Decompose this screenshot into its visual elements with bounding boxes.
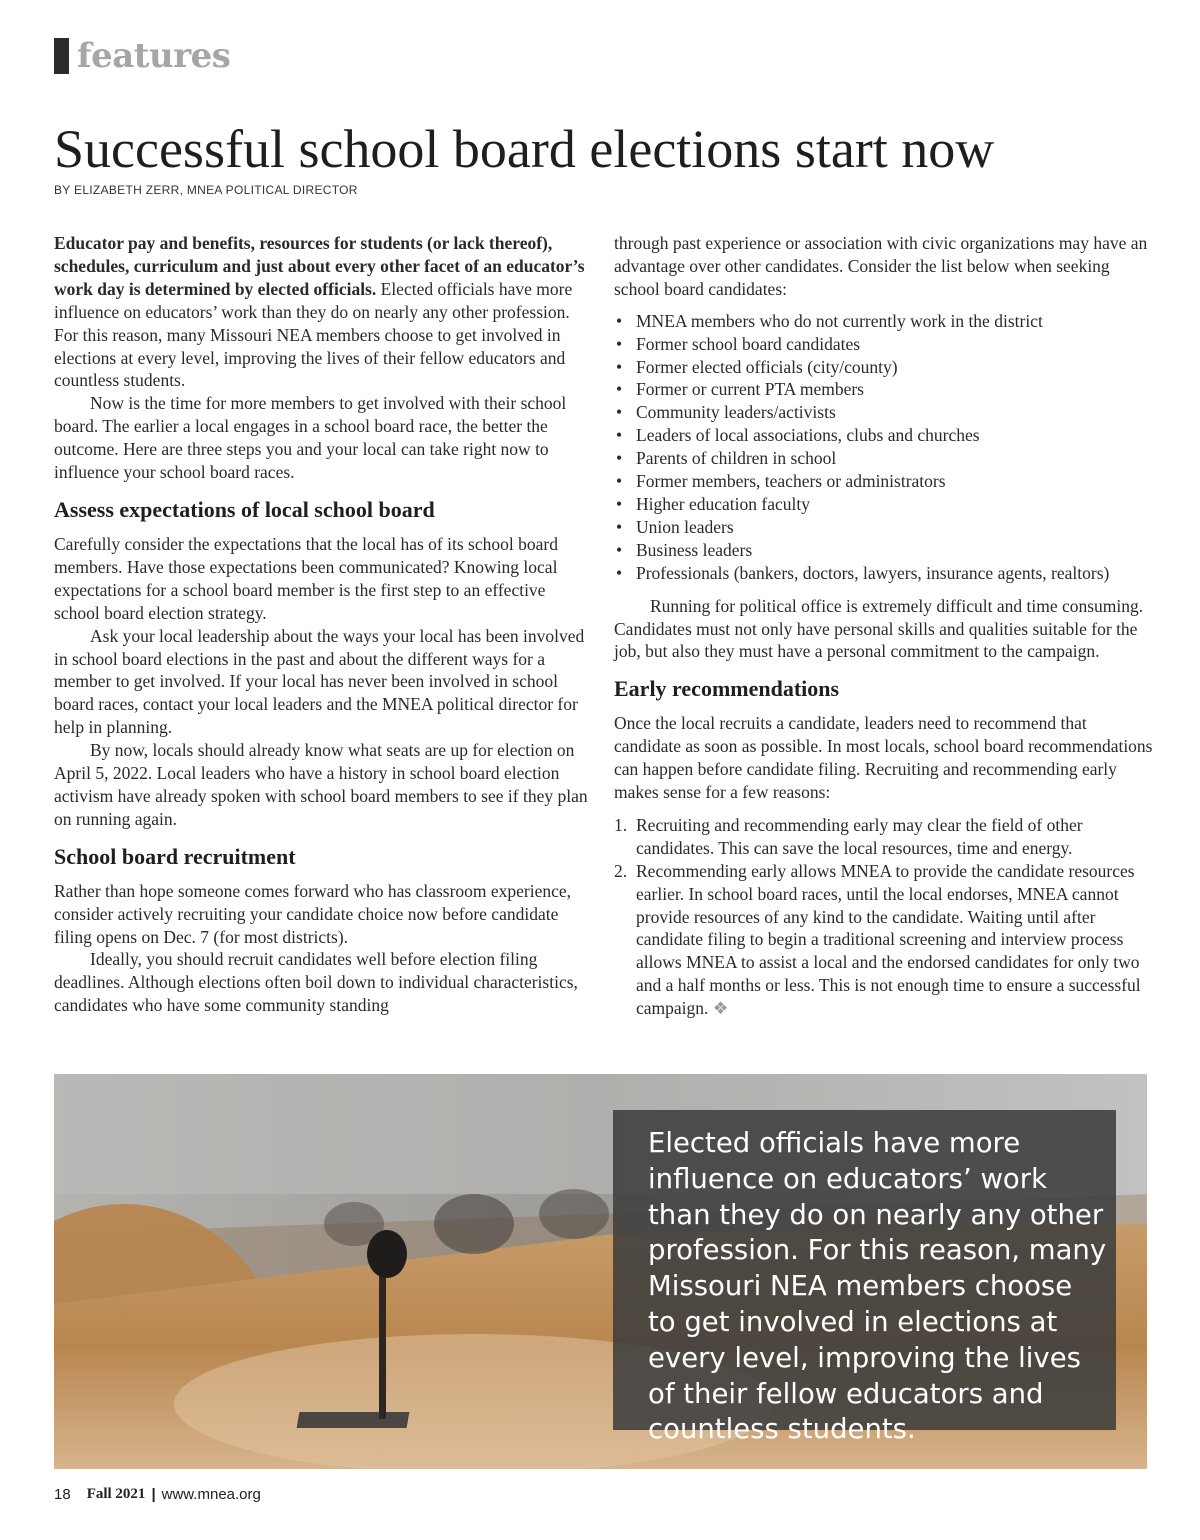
item-text: Recommending early allows MNEA to provide the candidate resources earlier. In school board races, until the local endorses, MNEA cannot provide resources of any kind to the candidate. Waiting until after candidate filing to begin a traditional screening and interview process allows MNEA to assist a local and the endorsed candidates for only two and a half months or less. This is not enough time to ensure a successful campaign.: [636, 860, 1141, 1019]
list-item: • Business leaders: [614, 539, 1154, 562]
section-marker-bar: [54, 38, 69, 74]
assess-paragraph-1: Carefully consider the expectations that the local has of its school board members. Have those expectations been communicated? Knowing local expectations for a school board member is the first step to an effective school board election strategy.: [54, 533, 558, 623]
list-item: • Former school board candidates: [614, 333, 1154, 356]
list-item: • Former elected officials (city/county): [614, 356, 1154, 379]
page-number: 18: [54, 1486, 71, 1503]
right-column: [614, 232, 1154, 1020]
item-number: 2.: [614, 860, 628, 881]
heading-early-recommendations: Early recommendations: [614, 676, 840, 702]
list-item: • Leaders of local associations, clubs and churches: [614, 424, 1154, 447]
section-label: features: [77, 36, 231, 76]
page-footer: [54, 1486, 261, 1503]
assess-paragraph-2: Ask your local leadership about the ways your local has been involved in school board elections in the past and about the different ways for a member to get involved. If your local has never been involved in school board races, contact your local leaders and the MNEA political director for help in planning.: [54, 625, 585, 738]
section-tag: [54, 36, 230, 76]
candidate-list: [614, 310, 1154, 585]
left-column: [54, 232, 588, 1017]
byline: BY ELIZABETH ZERR, MNEA POLITICAL DIRECTOR: [54, 183, 358, 197]
intro-rest: Elected officials have more influence on educators’ work than they do on nearly any other profession. For this reason, many Missouri NEA members choose to get involved in elections at every level, improving the lives of their fellow educators and countless students.: [54, 278, 573, 391]
list-item: • Former or current PTA members: [614, 378, 1154, 401]
numbered-item: [614, 814, 1154, 860]
list-item: • MNEA members who do not currently work in the district: [614, 310, 1154, 333]
continued-paragraph: through past experience or association with civic organizations may have an advantage over other candidates. Consider the list below when seeking school board candidates:: [614, 233, 1148, 299]
list-item: • Community leaders/activists: [614, 401, 1154, 424]
issue-label: Fall 2021: [86, 1486, 146, 1502]
pull-quote-box: [613, 1110, 1116, 1446]
heading-assess: Assess expectations of local school board: [54, 496, 435, 522]
numbered-item: [614, 860, 1154, 1020]
intro-paragraph-2: Now is the time for more members to get involved with their school board. The earlier a local engages in a school board race, the better the outcome. Here are three steps you and your local can take right now to influence your school board races.: [54, 393, 567, 483]
item-number: 1.: [614, 814, 628, 835]
list-item: • Former members, teachers or administrators: [614, 470, 1154, 493]
list-item: • Union leaders: [614, 516, 1154, 539]
intro-paragraph: [54, 232, 588, 392]
website-link[interactable]: www.mnea.org: [161, 1486, 261, 1503]
reasons-list: [614, 814, 1154, 1020]
footer-separator: |: [151, 1486, 156, 1503]
pull-quote-text: Elected officials have more influence on educators’ work than they do on nearly any other profession. For this reason, many Missouri NEA members choose to get involved in elections at every level, improving the lives of their fellow educators and countless students.: [648, 1127, 1107, 1446]
article-title: Successful school board elections start now: [54, 119, 995, 179]
running-paragraph: Running for political office is extremely difficult and time consuming. Candidates must not only have personal skills and qualities suitable for the job, but also they must have a personal commitment to the campaign.: [614, 595, 1144, 662]
intro-lead: Educator pay and benefits, resources for students (or lack thereof), schedules, curriculum and just about every other facet of an educator’s work day is determined by elected officials.: [54, 233, 585, 299]
assess-paragraph-3: By now, locals should already know what seats are up for election on April 5, 2022. Local leaders who have a history in school board election activism have already spoken with school board members to see if they plan on running again.: [54, 740, 588, 829]
end-of-article-icon: ❖: [712, 998, 729, 1019]
heading-recruitment: School board recruitment: [54, 843, 296, 869]
recruit-paragraph-1: Rather than hope someone comes forward who has classroom experience, consider actively recruiting your candidate choice now before candidate filing opens on Dec. 7 (for most districts).: [54, 880, 572, 947]
recruit-paragraph-2: Ideally, you should recruit candidates well before election filing deadlines. Although elections often boil down to individual characteristics, candidates who have some community standing: [54, 949, 578, 1016]
list-item: • Professionals (bankers, doctors, lawyers, insurance agents, realtors): [614, 562, 1154, 585]
item-text: Recruiting and recommending early may clear the field of other candidates. This can save the local resources, time and energy.: [636, 814, 1083, 858]
early-paragraph: Once the local recruits a candidate, leaders need to recommend that candidate as soon as possible. In most locals, school board recommendations can happen before candidate filing. Recruiting and recommending early makes sense for a few reasons:: [614, 713, 1153, 803]
list-item: • Higher education faculty: [614, 493, 1154, 516]
list-item: • Parents of children in school: [614, 447, 1154, 470]
